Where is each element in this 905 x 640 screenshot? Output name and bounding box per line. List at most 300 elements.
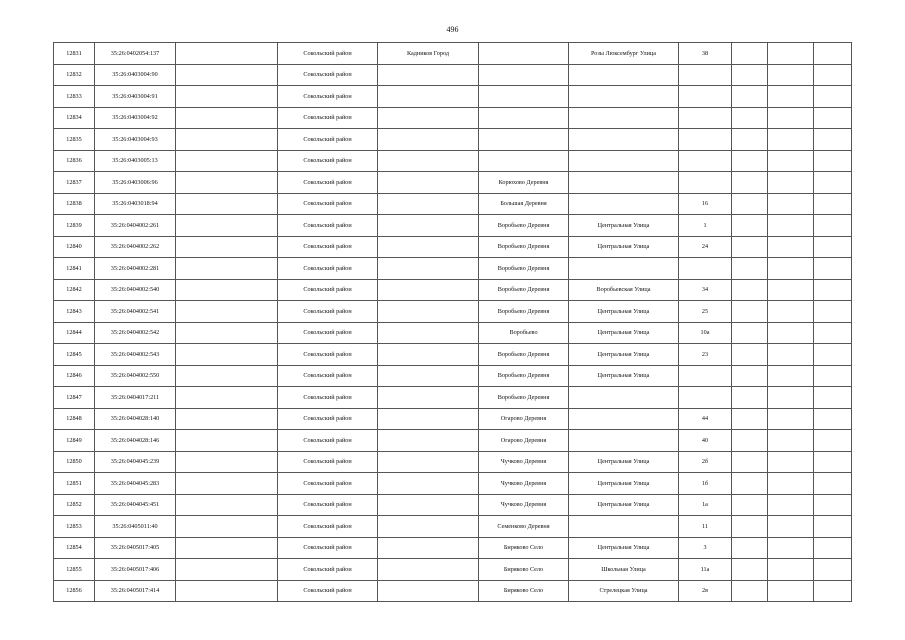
settlement-cell: Чучково Деревня [479, 494, 569, 516]
cadastral-number-cell: 35:26:0405017:405 [95, 537, 176, 559]
extra-cell [768, 473, 814, 495]
district-cell: Сокольский район [278, 365, 378, 387]
extra-cell [732, 64, 768, 86]
cadastral-number-cell: 35:26:0403004:91 [95, 86, 176, 108]
table-row [54, 215, 852, 237]
settlement-cell: Воробьево Деревня [479, 236, 569, 258]
extra-cell [814, 322, 852, 344]
row-number-cell: 12845 [54, 344, 95, 366]
extra-cell [768, 494, 814, 516]
city-cell [378, 215, 479, 237]
extra-cell [814, 64, 852, 86]
extra-cell [814, 193, 852, 215]
empty-cell [176, 43, 278, 65]
district-cell: Сокольский район [278, 193, 378, 215]
extra-cell [768, 86, 814, 108]
city-cell [378, 365, 479, 387]
row-number-cell: 12838 [54, 193, 95, 215]
settlement-cell [479, 64, 569, 86]
city-cell [378, 537, 479, 559]
cadastral-number-cell: 35:26:0402054:137 [95, 43, 176, 65]
table-row [54, 236, 852, 258]
district-cell: Сокольский район [278, 516, 378, 538]
table-row [54, 494, 852, 516]
city-cell [378, 64, 479, 86]
district-cell: Сокольский район [278, 387, 378, 409]
extra-cell [732, 193, 768, 215]
district-cell: Сокольский район [278, 64, 378, 86]
street-cell: Центральная Улица [569, 215, 679, 237]
extra-cell [732, 107, 768, 129]
extra-cell [732, 301, 768, 323]
extra-cell [768, 451, 814, 473]
table-row [54, 86, 852, 108]
district-cell: Сокольский район [278, 129, 378, 151]
extra-cell [768, 559, 814, 581]
street-cell: Центральная Улица [569, 451, 679, 473]
row-number-cell: 12855 [54, 559, 95, 581]
extra-cell [814, 451, 852, 473]
city-cell [378, 516, 479, 538]
settlement-cell: Воробьево Деревня [479, 279, 569, 301]
row-number-cell: 12844 [54, 322, 95, 344]
city-cell [378, 172, 479, 194]
table-body [54, 43, 852, 602]
row-number-cell: 12837 [54, 172, 95, 194]
cadastral-number-cell: 35:26:0405017:414 [95, 580, 176, 602]
house-number-cell [679, 150, 732, 172]
table-row [54, 344, 852, 366]
extra-cell [814, 430, 852, 452]
city-cell [378, 344, 479, 366]
table-row [54, 430, 852, 452]
empty-cell [176, 172, 278, 194]
settlement-cell [479, 43, 569, 65]
city-cell [378, 430, 479, 452]
extra-cell [814, 559, 852, 581]
empty-cell [176, 537, 278, 559]
row-number-cell: 12847 [54, 387, 95, 409]
city-cell [378, 150, 479, 172]
extra-cell [814, 236, 852, 258]
street-cell: Стрелецкая Улица [569, 580, 679, 602]
table-row [54, 279, 852, 301]
settlement-cell: Семенково Деревня [479, 516, 569, 538]
extra-cell [768, 516, 814, 538]
extra-cell [768, 64, 814, 86]
empty-cell [176, 473, 278, 495]
street-cell: Центральная Улица [569, 365, 679, 387]
house-number-cell: 44 [679, 408, 732, 430]
settlement-cell: Биряково Село [479, 559, 569, 581]
extra-cell [768, 365, 814, 387]
empty-cell [176, 430, 278, 452]
table-row [54, 537, 852, 559]
district-cell: Сокольский район [278, 150, 378, 172]
city-cell: Кадников Город [378, 43, 479, 65]
house-number-cell [679, 258, 732, 280]
extra-cell [768, 43, 814, 65]
settlement-cell: Чучково Деревня [479, 451, 569, 473]
street-cell [569, 193, 679, 215]
extra-cell [732, 365, 768, 387]
row-number-cell: 12840 [54, 236, 95, 258]
extra-cell [732, 537, 768, 559]
street-cell [569, 86, 679, 108]
empty-cell [176, 408, 278, 430]
city-cell [378, 322, 479, 344]
row-number-cell: 12848 [54, 408, 95, 430]
settlement-cell: Воробьево Деревня [479, 301, 569, 323]
city-cell [378, 473, 479, 495]
house-number-cell: 23 [679, 344, 732, 366]
street-cell [569, 430, 679, 452]
row-number-cell: 12835 [54, 129, 95, 151]
district-cell: Сокольский район [278, 537, 378, 559]
district-cell: Сокольский район [278, 580, 378, 602]
extra-cell [814, 344, 852, 366]
extra-cell [768, 279, 814, 301]
extra-cell [732, 129, 768, 151]
extra-cell [814, 86, 852, 108]
empty-cell [176, 64, 278, 86]
city-cell [378, 451, 479, 473]
extra-cell [732, 408, 768, 430]
table-row [54, 473, 852, 495]
extra-cell [814, 580, 852, 602]
extra-cell [732, 473, 768, 495]
street-cell: Центральная Улица [569, 537, 679, 559]
table-row [54, 43, 852, 65]
house-number-cell [679, 129, 732, 151]
cadastral-number-cell: 35:26:0404002:261 [95, 215, 176, 237]
settlement-cell: Воробьево Деревня [479, 258, 569, 280]
extra-cell [814, 301, 852, 323]
empty-cell [176, 150, 278, 172]
cadastral-number-cell: 35:26:0405017:406 [95, 559, 176, 581]
cadastral-number-cell: 35:26:0403005:13 [95, 150, 176, 172]
house-number-cell: 24 [679, 236, 732, 258]
house-number-cell: 1 [679, 215, 732, 237]
house-number-cell: 2в [679, 580, 732, 602]
cadastral-number-cell: 35:26:0403004:92 [95, 107, 176, 129]
empty-cell [176, 344, 278, 366]
empty-cell [176, 193, 278, 215]
extra-cell [768, 537, 814, 559]
empty-cell [176, 559, 278, 581]
district-cell: Сокольский район [278, 494, 378, 516]
district-cell: Сокольский район [278, 322, 378, 344]
cadastral-number-cell: 35:26:0404045:451 [95, 494, 176, 516]
cadastral-number-cell: 35:26:0404028:140 [95, 408, 176, 430]
cadastral-number-cell: 35:26:0404045:283 [95, 473, 176, 495]
extra-cell [768, 408, 814, 430]
settlement-cell: Воробьево Деревня [479, 387, 569, 409]
house-number-cell: 1б [679, 473, 732, 495]
house-number-cell: 3 [679, 537, 732, 559]
street-cell: Центральная Улица [569, 322, 679, 344]
row-number-cell: 12854 [54, 537, 95, 559]
house-number-cell [679, 365, 732, 387]
row-number-cell: 12833 [54, 86, 95, 108]
table-row [54, 129, 852, 151]
row-number-cell: 12846 [54, 365, 95, 387]
street-cell: Розы Люксембург Улица [569, 43, 679, 65]
empty-cell [176, 258, 278, 280]
table-row [54, 172, 852, 194]
extra-cell [814, 258, 852, 280]
street-cell [569, 172, 679, 194]
extra-cell [732, 451, 768, 473]
row-number-cell: 12842 [54, 279, 95, 301]
empty-cell [176, 86, 278, 108]
extra-cell [814, 215, 852, 237]
city-cell [378, 107, 479, 129]
district-cell: Сокольский район [278, 408, 378, 430]
district-cell: Сокольский район [278, 172, 378, 194]
empty-cell [176, 129, 278, 151]
extra-cell [768, 301, 814, 323]
extra-cell [732, 215, 768, 237]
cadastral-number-cell: 35:26:0405011:40 [95, 516, 176, 538]
settlement-cell: Корюхово Деревня [479, 172, 569, 194]
cadastral-number-cell: 35:26:0404028:146 [95, 430, 176, 452]
settlement-cell: Воробьево Деревня [479, 215, 569, 237]
settlement-cell: Биряково Село [479, 580, 569, 602]
street-cell: Центральная Улица [569, 494, 679, 516]
page-number: 496 [446, 25, 459, 34]
extra-cell [768, 580, 814, 602]
house-number-cell: 2б [679, 451, 732, 473]
extra-cell [732, 559, 768, 581]
house-number-cell: 10а [679, 322, 732, 344]
city-cell [378, 408, 479, 430]
settlement-cell [479, 129, 569, 151]
cadastral-number-cell: 35:26:0404002:540 [95, 279, 176, 301]
street-cell [569, 387, 679, 409]
cadastral-number-cell: 35:26:0403018:94 [95, 193, 176, 215]
street-cell [569, 408, 679, 430]
street-cell [569, 129, 679, 151]
empty-cell [176, 322, 278, 344]
row-number-cell: 12843 [54, 301, 95, 323]
district-cell: Сокольский район [278, 473, 378, 495]
cadastral-number-cell: 35:26:0404002:541 [95, 301, 176, 323]
extra-cell [732, 43, 768, 65]
district-cell: Сокольский район [278, 279, 378, 301]
settlement-cell: Воробьево Деревня [479, 344, 569, 366]
extra-cell [768, 387, 814, 409]
cadastral-number-cell: 35:26:0404045:239 [95, 451, 176, 473]
row-number-cell: 12831 [54, 43, 95, 65]
table-row [54, 107, 852, 129]
house-number-cell [679, 86, 732, 108]
street-cell: Центральная Улица [569, 344, 679, 366]
table-row [54, 258, 852, 280]
empty-cell [176, 107, 278, 129]
extra-cell [814, 279, 852, 301]
cadastral-number-cell: 35:26:0404002:550 [95, 365, 176, 387]
row-number-cell: 12852 [54, 494, 95, 516]
cadastral-number-cell: 35:26:0404002:262 [95, 236, 176, 258]
empty-cell [176, 301, 278, 323]
row-number-cell: 12836 [54, 150, 95, 172]
empty-cell [176, 387, 278, 409]
empty-cell [176, 580, 278, 602]
extra-cell [768, 430, 814, 452]
district-cell: Сокольский район [278, 451, 378, 473]
house-number-cell: 25 [679, 301, 732, 323]
extra-cell [732, 236, 768, 258]
settlement-cell: Чучково Деревня [479, 473, 569, 495]
district-cell: Сокольский район [278, 344, 378, 366]
settlement-cell [479, 107, 569, 129]
extra-cell [814, 365, 852, 387]
empty-cell [176, 236, 278, 258]
row-number-cell: 12839 [54, 215, 95, 237]
empty-cell [176, 516, 278, 538]
extra-cell [732, 516, 768, 538]
extra-cell [768, 236, 814, 258]
extra-cell [814, 473, 852, 495]
row-number-cell: 12849 [54, 430, 95, 452]
empty-cell [176, 279, 278, 301]
city-cell [378, 258, 479, 280]
table-row [54, 193, 852, 215]
city-cell [378, 279, 479, 301]
settlement-cell: Огарово Деревня [479, 408, 569, 430]
district-cell: Сокольский район [278, 107, 378, 129]
empty-cell [176, 494, 278, 516]
row-number-cell: 12834 [54, 107, 95, 129]
city-cell [378, 86, 479, 108]
district-cell: Сокольский район [278, 215, 378, 237]
row-number-cell: 12851 [54, 473, 95, 495]
extra-cell [732, 172, 768, 194]
house-number-cell [679, 107, 732, 129]
row-number-cell: 12853 [54, 516, 95, 538]
city-cell [378, 301, 479, 323]
extra-cell [814, 172, 852, 194]
row-number-cell: 12841 [54, 258, 95, 280]
extra-cell [814, 43, 852, 65]
table-row [54, 580, 852, 602]
extra-cell [814, 387, 852, 409]
cadastral-number-cell: 35:26:0404017:211 [95, 387, 176, 409]
street-cell: Центральная Улица [569, 473, 679, 495]
street-cell [569, 516, 679, 538]
table-row [54, 451, 852, 473]
settlement-cell: Биряково Село [479, 537, 569, 559]
extra-cell [732, 86, 768, 108]
city-cell [378, 129, 479, 151]
district-cell: Сокольский район [278, 236, 378, 258]
settlement-cell [479, 86, 569, 108]
row-number-cell: 12856 [54, 580, 95, 602]
cadastral-number-cell: 35:26:0404002:542 [95, 322, 176, 344]
table-row [54, 322, 852, 344]
empty-cell [176, 451, 278, 473]
extra-cell [814, 516, 852, 538]
settlement-cell: Большая Деревня [479, 193, 569, 215]
city-cell [378, 559, 479, 581]
street-cell [569, 107, 679, 129]
city-cell [378, 387, 479, 409]
house-number-cell: 16 [679, 193, 732, 215]
extra-cell [768, 344, 814, 366]
registry-table [53, 42, 852, 602]
extra-cell [732, 430, 768, 452]
house-number-cell: 11а [679, 559, 732, 581]
house-number-cell [679, 172, 732, 194]
street-cell: Школьная Улица [569, 559, 679, 581]
table-row [54, 516, 852, 538]
table-row [54, 408, 852, 430]
extra-cell [768, 107, 814, 129]
extra-cell [732, 150, 768, 172]
settlement-cell: Огарово Деревня [479, 430, 569, 452]
settlement-cell: Воробьево Деревня [479, 365, 569, 387]
cadastral-number-cell: 35:26:0404002:281 [95, 258, 176, 280]
city-cell [378, 236, 479, 258]
house-number-cell: 11 [679, 516, 732, 538]
extra-cell [768, 215, 814, 237]
cadastral-number-cell: 35:26:0403006:96 [95, 172, 176, 194]
street-cell [569, 258, 679, 280]
extra-cell [814, 107, 852, 129]
cadastral-number-cell: 35:26:0403004:90 [95, 64, 176, 86]
extra-cell [732, 279, 768, 301]
extra-cell [814, 150, 852, 172]
table-row [54, 64, 852, 86]
district-cell: Сокольский район [278, 559, 378, 581]
extra-cell [768, 129, 814, 151]
street-cell: Центральная Улица [569, 236, 679, 258]
extra-cell [732, 344, 768, 366]
district-cell: Сокольский район [278, 86, 378, 108]
extra-cell [768, 150, 814, 172]
city-cell [378, 193, 479, 215]
district-cell: Сокольский район [278, 258, 378, 280]
extra-cell [768, 193, 814, 215]
house-number-cell: 38 [679, 43, 732, 65]
extra-cell [768, 258, 814, 280]
street-cell [569, 64, 679, 86]
extra-cell [732, 494, 768, 516]
empty-cell [176, 215, 278, 237]
house-number-cell [679, 64, 732, 86]
extra-cell [768, 172, 814, 194]
settlement-cell [479, 150, 569, 172]
table-row [54, 365, 852, 387]
extra-cell [768, 322, 814, 344]
extra-cell [814, 408, 852, 430]
district-cell: Сокольский район [278, 430, 378, 452]
city-cell [378, 494, 479, 516]
extra-cell [732, 580, 768, 602]
extra-cell [814, 537, 852, 559]
street-cell: Центральная Улица [569, 301, 679, 323]
street-cell [569, 150, 679, 172]
extra-cell [814, 129, 852, 151]
district-cell: Сокольский район [278, 301, 378, 323]
house-number-cell: 34 [679, 279, 732, 301]
extra-cell [732, 322, 768, 344]
row-number-cell: 12832 [54, 64, 95, 86]
house-number-cell: 1а [679, 494, 732, 516]
table-row [54, 150, 852, 172]
extra-cell [732, 258, 768, 280]
